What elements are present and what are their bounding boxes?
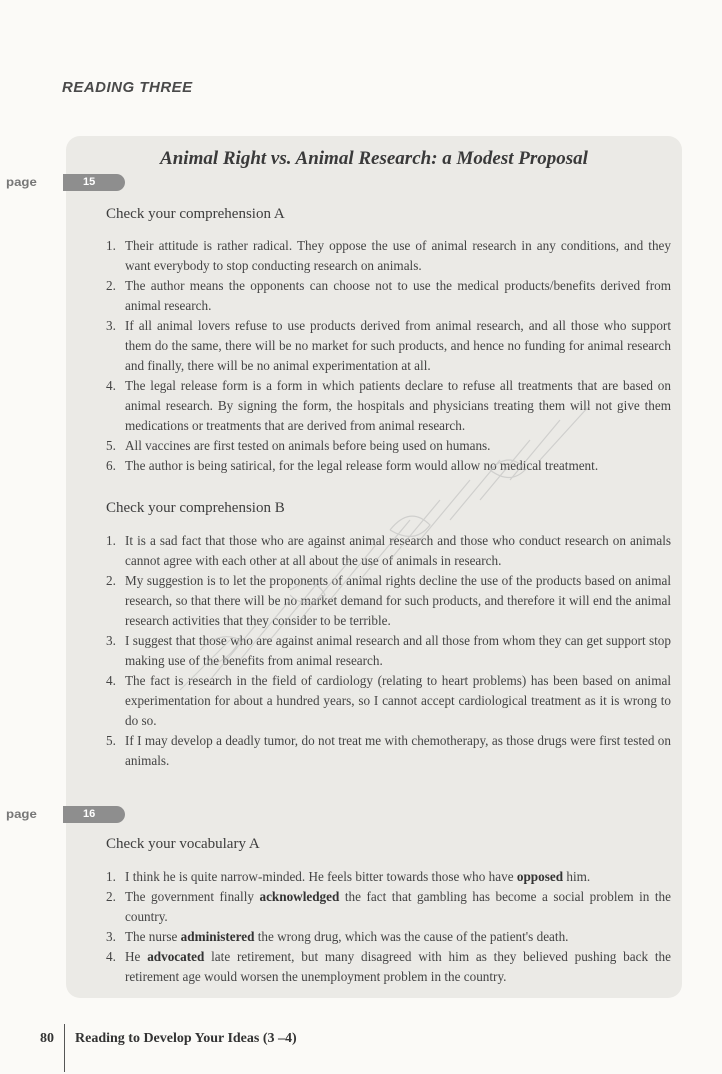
page-tag-15 bbox=[0, 174, 130, 192]
item-text-after: the wrong drug, which was the cause of the patient's death. bbox=[254, 929, 569, 944]
item-number: 1. bbox=[106, 869, 116, 884]
item-text-after: him. bbox=[563, 869, 591, 884]
item-text: If all animal lovers refuse to use products derived from animal research, and all those who support them do the same, there will be no market for such products, and hence no funding for animal research and finally, there will be no animal experimentation at all. bbox=[125, 318, 671, 373]
page-number-badge: 16 bbox=[63, 806, 125, 823]
item-text-after: late retirement, but many disagreed with him as they believed pushing back the retirement age would worsen the unemployment problem in the country. bbox=[125, 949, 671, 984]
list-item bbox=[106, 867, 671, 887]
item-text: If I may develop a deadly tumor, do not treat me with chemotherapy, as those drugs were first tested on animals. bbox=[125, 733, 671, 768]
page-word: page bbox=[6, 175, 37, 189]
item-text: The fact is research in the field of cardiology (relating to heart problems) has been based on animal experimentation for about a hundred years, so I cannot accept cardiological treatment as it is wrong to do so. bbox=[125, 673, 671, 728]
item-text-before: The government finally bbox=[125, 889, 260, 904]
item-number: 6. bbox=[106, 458, 116, 473]
item-number: 5. bbox=[106, 438, 116, 453]
section-heading-comprehension-b: Check your comprehension B bbox=[106, 500, 285, 516]
list-comprehension-a bbox=[106, 236, 671, 476]
footer-page-number: 80 bbox=[40, 1031, 54, 1046]
list-item bbox=[106, 887, 671, 927]
list-vocabulary-a bbox=[106, 867, 671, 987]
item-text: It is a sad fact that those who are against animal research and those who conduct research on animals cannot agree with each other at all about the use of animals in research. bbox=[125, 533, 671, 568]
footer-divider bbox=[64, 1024, 65, 1072]
item-number: 1. bbox=[106, 238, 116, 253]
list-item bbox=[106, 927, 671, 947]
item-text: The author means the opponents can choose not to use the medical products/benefits derived from animal research. bbox=[125, 278, 671, 313]
list-item bbox=[106, 571, 671, 631]
item-number: 4. bbox=[106, 949, 116, 964]
item-text: I suggest that those who are against animal research and all those from whom they can get support stop making use of the benefits from animal research. bbox=[125, 633, 671, 668]
list-item bbox=[106, 456, 671, 476]
item-number: 4. bbox=[106, 673, 116, 688]
section-heading-comprehension-a: Check your comprehension A bbox=[106, 206, 285, 222]
item-text: The author is being satirical, for the legal release form would allow no medical treatment. bbox=[125, 458, 599, 473]
list-item bbox=[106, 316, 671, 376]
list-item bbox=[106, 631, 671, 671]
list-item bbox=[106, 731, 671, 771]
page-number-badge: 15 bbox=[63, 174, 125, 191]
item-text-after: the fact that gambling has become a social problem in the country. bbox=[125, 889, 671, 924]
list-comprehension-b bbox=[106, 531, 671, 771]
page-title: Animal Right vs. Animal Research: a Modest Proposal bbox=[160, 148, 588, 169]
page-word: page bbox=[6, 807, 37, 821]
item-text: Their attitude is rather radical. They oppose the use of animal research in any conditions, and they want everybody to stop conducting research on animals. bbox=[125, 238, 671, 273]
vocab-word: opposed bbox=[516, 869, 564, 884]
page-tag-16 bbox=[0, 806, 130, 824]
item-text-before: I think he is quite narrow-minded. He feels bitter towards those who have bbox=[125, 869, 517, 884]
list-item bbox=[106, 436, 671, 456]
item-text: My suggestion is to let the proponents of animal rights decline the use of the products based on animal research, so that there will be no market demand for such products, and therefore it will end the animal research activities that they consider to be terrible. bbox=[125, 573, 671, 628]
item-text-before: He bbox=[125, 949, 148, 964]
item-number: 2. bbox=[106, 278, 116, 293]
item-number: 2. bbox=[106, 573, 116, 588]
item-text: The legal release form is a form in which patients declare to refuse all treatments that are based on animal research. By signing the form, the hospitals and physicians treating them will not give them medications or treatments that are derived from animal research. bbox=[125, 378, 671, 433]
reading-label: READING THREE bbox=[62, 79, 193, 96]
item-number: 4. bbox=[106, 378, 116, 393]
item-number: 3. bbox=[106, 929, 116, 944]
footer-book-title: Reading to Develop Your Ideas (3 –4) bbox=[75, 1031, 297, 1046]
list-item bbox=[106, 236, 671, 276]
vocab-word: acknowledged bbox=[259, 889, 340, 904]
list-item bbox=[106, 947, 671, 987]
list-item bbox=[106, 531, 671, 571]
item-number: 2. bbox=[106, 889, 116, 904]
item-number: 3. bbox=[106, 633, 116, 648]
section-heading-vocabulary-a: Check your vocabulary A bbox=[106, 836, 260, 852]
item-number: 1. bbox=[106, 533, 116, 548]
list-item bbox=[106, 671, 671, 731]
vocab-word: advocated bbox=[147, 949, 205, 964]
list-item bbox=[106, 376, 671, 436]
item-number: 5. bbox=[106, 733, 116, 748]
vocab-word: administered bbox=[180, 929, 255, 944]
item-text-before: The nurse bbox=[125, 929, 181, 944]
item-number: 3. bbox=[106, 318, 116, 333]
item-text: All vaccines are first tested on animals before being used on humans. bbox=[125, 438, 491, 453]
list-item bbox=[106, 276, 671, 316]
